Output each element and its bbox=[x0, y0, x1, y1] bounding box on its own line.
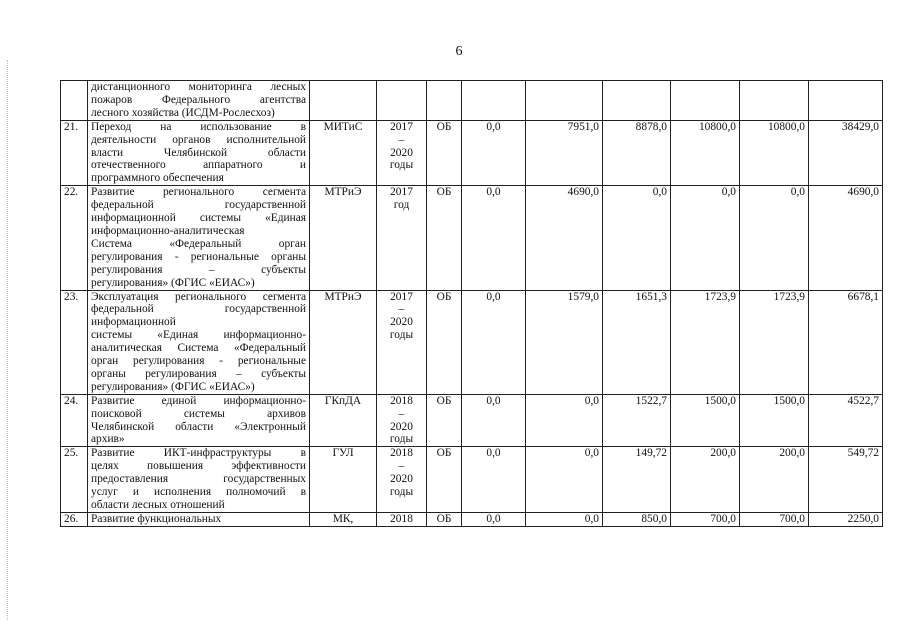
activity-name-line: Развитие функциональных bbox=[91, 512, 222, 525]
activity-name-line: программного обеспечения bbox=[91, 172, 224, 185]
executor-cell: МТРиЭ bbox=[310, 186, 377, 290]
program-activities-table bbox=[60, 80, 883, 527]
activity-name-line: федеральной государственной bbox=[91, 303, 306, 316]
activity-name-line: услуг и исполнения полномочий в bbox=[91, 486, 306, 499]
table-row bbox=[61, 512, 883, 526]
amount-2017-cell: 0,0 bbox=[526, 394, 603, 447]
amount-2019-cell: 10800,0 bbox=[671, 120, 740, 186]
period-line: 2018 bbox=[390, 447, 413, 460]
amount-2016-cell: 0,0 bbox=[462, 120, 526, 186]
period-line: 2017 bbox=[390, 120, 413, 133]
activity-name-line: лесного хозяйства (ИСДМ-Рослесхоз) bbox=[91, 106, 275, 119]
executor-cell bbox=[310, 81, 377, 121]
table-row bbox=[61, 447, 883, 513]
activity-name-line: целях повышения эффективности bbox=[91, 460, 306, 473]
activity-name-cell bbox=[88, 120, 310, 186]
amount-2017-cell: 0,0 bbox=[526, 447, 603, 513]
amount-2020-cell bbox=[740, 81, 809, 121]
amount-2019-cell: 1500,0 bbox=[671, 394, 740, 447]
amount-2017-cell: 0,0 bbox=[526, 512, 603, 526]
period-line: годы bbox=[389, 433, 414, 446]
period-cell bbox=[377, 186, 427, 290]
activity-name-line: органы регулирования – субъекты bbox=[91, 367, 306, 380]
period-cell bbox=[377, 290, 427, 394]
amount-total-cell: 2250,0 bbox=[809, 512, 883, 526]
activity-name-line: Челябинской области «Электронный bbox=[91, 420, 306, 433]
activity-name-line: Развитие ИКТ-инфраструктуры в bbox=[91, 447, 306, 460]
activity-name-line: Развитие единой информационно- bbox=[91, 394, 306, 407]
row-number-cell: 26. bbox=[61, 512, 88, 526]
table-row bbox=[61, 120, 883, 186]
period-line: 2018 bbox=[390, 512, 413, 525]
executor-cell: ГКпДА bbox=[310, 394, 377, 447]
activity-name-cell bbox=[88, 81, 310, 121]
row-number-cell: 22. bbox=[61, 186, 88, 290]
activity-name-line: регулирования – субъекты bbox=[91, 263, 306, 276]
margin-dotted-line bbox=[7, 60, 9, 620]
activity-name-line: поисковой системы архивов bbox=[91, 407, 306, 420]
funding-source-cell: ОБ bbox=[427, 394, 462, 447]
activity-name-line: деятельности органов исполнительной bbox=[91, 133, 306, 146]
period-line: – bbox=[398, 407, 405, 420]
period-cell bbox=[377, 120, 427, 186]
amount-2019-cell: 200,0 bbox=[671, 447, 740, 513]
amount-2020-cell: 10800,0 bbox=[740, 120, 809, 186]
executor-cell: МИТиС bbox=[310, 120, 377, 186]
amount-2016-cell: 0,0 bbox=[462, 186, 526, 290]
table-row bbox=[61, 394, 883, 447]
executor-cell: МТРиЭ bbox=[310, 290, 377, 394]
activity-name-line: орган регулирования - региональные bbox=[91, 355, 306, 368]
amount-2018-cell bbox=[603, 81, 671, 121]
amount-total-cell: 6678,1 bbox=[809, 290, 883, 394]
period-line: 2020 bbox=[390, 420, 413, 433]
funding-source-cell bbox=[427, 81, 462, 121]
amount-2019-cell bbox=[671, 81, 740, 121]
period-line: годы bbox=[389, 486, 414, 499]
amount-2019-cell: 700,0 bbox=[671, 512, 740, 526]
period-line: 2017 bbox=[390, 290, 413, 303]
activity-name-line: Переход на использование в bbox=[91, 120, 306, 133]
period-line: – bbox=[398, 303, 405, 316]
table-row bbox=[61, 290, 883, 394]
activity-name-line: Развитие регионального сегмента bbox=[91, 186, 306, 199]
amount-2017-cell: 4690,0 bbox=[526, 186, 603, 290]
activity-name-line: информационной bbox=[91, 316, 176, 329]
amount-2016-cell: 0,0 bbox=[462, 447, 526, 513]
period-cell bbox=[377, 447, 427, 513]
period-line: 2018 bbox=[390, 394, 413, 407]
executor-cell: ГУЛ bbox=[310, 447, 377, 513]
amount-2018-cell: 1522,7 bbox=[603, 394, 671, 447]
activity-name-cell bbox=[88, 447, 310, 513]
amount-2020-cell: 0,0 bbox=[740, 186, 809, 290]
period-line: – bbox=[398, 133, 405, 146]
period-line: – bbox=[398, 460, 405, 473]
amount-2020-cell: 200,0 bbox=[740, 447, 809, 513]
table-row bbox=[61, 81, 883, 121]
activity-name-line: отечественного аппаратного и bbox=[91, 159, 306, 172]
activity-name-line: власти Челябинской области bbox=[91, 146, 306, 159]
period-line: 2017 bbox=[390, 186, 413, 199]
row-number-cell: 21. bbox=[61, 120, 88, 186]
activity-name-line: дистанционного мониторинга лесных bbox=[91, 81, 306, 93]
period-line: годы bbox=[389, 329, 414, 342]
period-line: 2020 bbox=[390, 146, 413, 159]
funding-source-cell: ОБ bbox=[427, 290, 462, 394]
activity-name-line: области лесных отношений bbox=[91, 499, 225, 511]
period-cell bbox=[377, 394, 427, 447]
row-number-cell: 23. bbox=[61, 290, 88, 394]
funding-source-cell: ОБ bbox=[427, 447, 462, 513]
row-number-cell bbox=[61, 81, 88, 121]
amount-2016-cell: 0,0 bbox=[462, 512, 526, 526]
amount-2016-cell: 0,0 bbox=[462, 290, 526, 394]
row-number-cell: 25. bbox=[61, 447, 88, 513]
amount-2018-cell: 149,72 bbox=[603, 447, 671, 513]
activity-name-cell bbox=[88, 290, 310, 394]
table-row bbox=[61, 186, 883, 290]
amount-2017-cell: 1579,0 bbox=[526, 290, 603, 394]
amount-total-cell: 4690,0 bbox=[809, 186, 883, 290]
period-line: 2020 bbox=[390, 316, 413, 329]
activity-name-cell bbox=[88, 394, 310, 447]
activity-name-line: регулирования - региональные органы bbox=[91, 250, 306, 263]
activity-name-line: пожаров Федерального агентства bbox=[91, 93, 306, 106]
amount-2016-cell: 0,0 bbox=[462, 394, 526, 447]
funding-source-cell: ОБ bbox=[427, 186, 462, 290]
amount-2017-cell: 7951,0 bbox=[526, 120, 603, 186]
amount-2020-cell: 700,0 bbox=[740, 512, 809, 526]
amount-2019-cell: 0,0 bbox=[671, 186, 740, 290]
activity-name-cell bbox=[88, 186, 310, 290]
activity-name-cell bbox=[88, 512, 310, 526]
activity-name-line: архив» bbox=[91, 433, 125, 446]
period-line: 2020 bbox=[390, 473, 413, 486]
activity-name-line: регулирования» (ФГИС «ЕИАС») bbox=[91, 380, 255, 393]
row-number-cell: 24. bbox=[61, 394, 88, 447]
activity-name-line: регулирования» (ФГИС «ЕИАС») bbox=[91, 276, 255, 289]
period-cell bbox=[377, 81, 427, 121]
amount-total-cell: 4522,7 bbox=[809, 394, 883, 447]
amount-2020-cell: 1500,0 bbox=[740, 394, 809, 447]
period-line: год bbox=[393, 199, 410, 212]
activity-name-line: информационной системы «Единая bbox=[91, 212, 306, 225]
page-number: 6 bbox=[455, 44, 463, 59]
amount-total-cell: 549,72 bbox=[809, 447, 883, 513]
period-line: годы bbox=[389, 159, 414, 172]
funding-source-cell: ОБ bbox=[427, 120, 462, 186]
funding-source-cell: ОБ bbox=[427, 512, 462, 526]
amount-2020-cell: 1723,9 bbox=[740, 290, 809, 394]
amount-2018-cell: 8878,0 bbox=[603, 120, 671, 186]
amount-2018-cell: 850,0 bbox=[603, 512, 671, 526]
amount-2019-cell: 1723,9 bbox=[671, 290, 740, 394]
amount-2018-cell: 0,0 bbox=[603, 186, 671, 290]
amount-total-cell bbox=[809, 81, 883, 121]
amount-2016-cell bbox=[462, 81, 526, 121]
activity-name-line: предоставления государственных bbox=[91, 473, 306, 486]
amount-total-cell: 38429,0 bbox=[809, 120, 883, 186]
activity-name-line: Система «Федеральный орган bbox=[91, 237, 306, 250]
activity-name-line: системы «Единая информационно- bbox=[91, 329, 306, 342]
executor-cell: МК, bbox=[310, 512, 377, 526]
amount-2017-cell bbox=[526, 81, 603, 121]
activity-name-line: федеральной государственной bbox=[91, 199, 306, 212]
amount-2018-cell: 1651,3 bbox=[603, 290, 671, 394]
activity-name-line: информационно-аналитическая bbox=[91, 224, 245, 237]
period-cell bbox=[377, 512, 427, 526]
activity-name-line: Эксплуатация регионального сегмента bbox=[91, 290, 306, 303]
activity-name-line: аналитическая Система «Федеральный bbox=[91, 342, 306, 355]
